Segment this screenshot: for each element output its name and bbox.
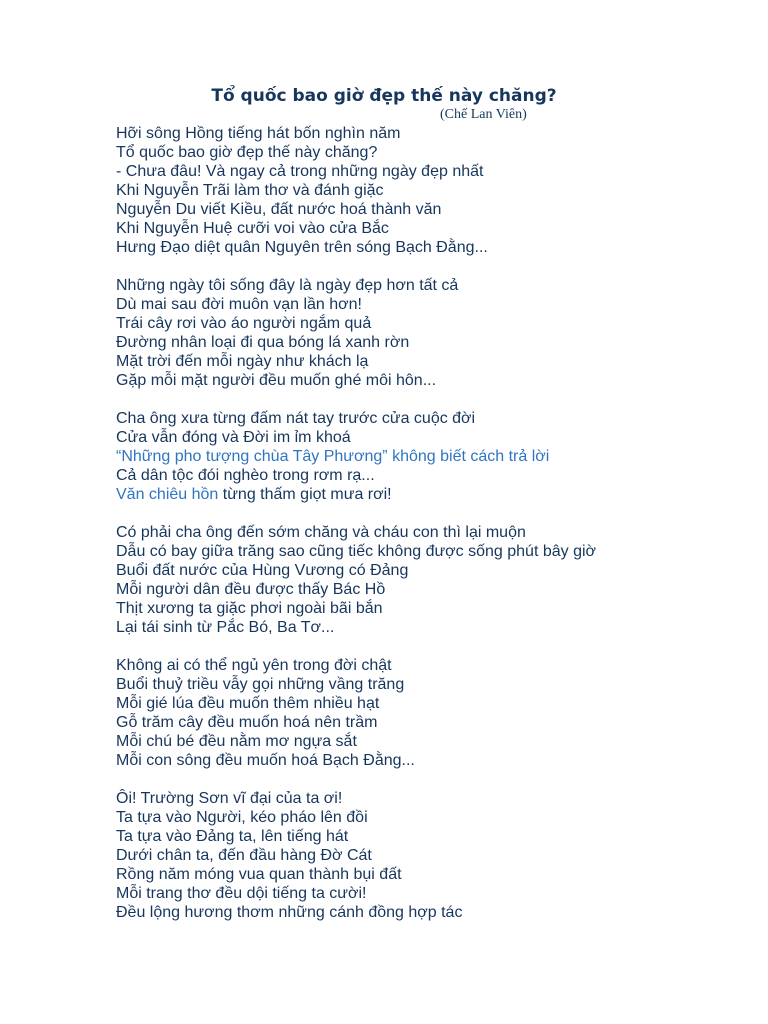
poem-line: Trái cây rơi vào áo người ngắm quả <box>116 315 372 332</box>
poem-line: Lại tái sinh từ Pắc Bó, Ba Tơ... <box>116 619 335 636</box>
poem-line: Thịt xương ta giặc phơi ngoài bãi bắn <box>116 600 383 617</box>
poem-line: Cha ông xưa từng đấm nát tay trước cửa cuộc đời <box>116 410 476 427</box>
poem-line: Khi Nguyễn Huệ cưỡi voi vào cửa Bắc <box>116 220 389 237</box>
poem-line: Cả dân tộc đói nghèo trong rơm rạ... <box>116 467 375 484</box>
stanza-5 <box>116 656 756 770</box>
poem-line: Đều lộng hương thơm những cánh đồng hợp tác <box>116 904 463 921</box>
poem-line: Khi Nguyễn Trãi làm thơ và đánh giặc <box>116 182 384 199</box>
poem-line: Dù mai sau đời muôn vạn lần hơn! <box>116 296 362 313</box>
poem-line: Mỗi chú bé đều nằm mơ ngựa sắt <box>116 733 357 750</box>
stanza-4 <box>116 523 756 637</box>
poem-line: Ta tựa vào Đảng ta, lên tiếng hát <box>116 828 349 845</box>
poem-line: Hưng Đạo diệt quân Nguyên trên sóng Bạch Đằng... <box>116 239 488 256</box>
poem-line: Mỗi gié lúa đều muốn thêm nhiều hạt <box>116 695 380 712</box>
poem-line: Gỗ trăm cây đều muốn hoá nên trầm <box>116 714 378 731</box>
poem-line: Dưới chân ta, đến đầu hàng Đờ Cát <box>116 847 372 864</box>
stanza-1 <box>116 124 756 257</box>
poem-author: (Chế Lan Viên) <box>440 107 527 122</box>
poem-line-mixed <box>116 485 756 504</box>
poem-line: Buổi đất nước của Hùng Vương có Đảng <box>116 562 409 579</box>
poem-line: Mỗi người dân đều được thấy Bác Hồ <box>116 581 386 598</box>
poem-title: Tổ quốc bao giờ đẹp thế này chăng? <box>211 86 557 106</box>
stanza-3 <box>116 409 756 504</box>
stanza-6 <box>116 789 756 922</box>
poem-line: Những ngày tôi sống đây là ngày đẹp hơn tất cả <box>116 277 459 294</box>
poem-line-rest: từng thấm giọt mưa rơi! <box>218 486 392 503</box>
poem-line: Buổi thuỷ triều vẫy gọi những vầng trăng <box>116 676 405 693</box>
poem-line: Mỗi trang thơ đều dội tiếng ta cười! <box>116 885 367 902</box>
poem-line: Cửa vẫn đóng và Đời im ỉm khoá <box>116 429 351 446</box>
poem-line: Hỡi sông Hồng tiếng hát bốn nghìn năm <box>116 125 401 142</box>
poem-line: - Chưa đâu! Và ngay cả trong những ngày đẹp nhất <box>116 163 484 180</box>
stanza-2 <box>116 276 756 390</box>
poem-line: Mỗi con sông đều muốn hoá Bạch Đằng... <box>116 752 415 769</box>
poem-line-link[interactable]: “Những pho tượng chùa Tây Phương” không biết cách trả lời <box>116 448 550 465</box>
poem-line: Ôi! Trường Sơn vĩ đại của ta ơi! <box>116 790 343 807</box>
poem-line: Có phải cha ông đến sớm chăng và cháu con thì lại muộn <box>116 524 526 541</box>
poem-line: Nguyễn Du viết Kiều, đất nước hoá thành văn <box>116 201 442 218</box>
poem-line: Đường nhân loại đi qua bóng lá xanh rờn <box>116 334 410 351</box>
poem-line: Ta tựa vào Người, kéo pháo lên đồi <box>116 809 368 826</box>
van-chieu-hon-link[interactable]: Văn chiêu hồn <box>116 486 219 503</box>
poem-line: Tổ quốc bao giờ đẹp thế này chăng? <box>116 144 378 161</box>
poem-line: Không ai có thể ngủ yên trong đời chật <box>116 657 392 674</box>
poem-line: Dẫu có bay giữa trăng sao cũng tiếc không được sống phút bây giờ <box>116 543 597 560</box>
poem-body <box>116 124 756 941</box>
poem-line: Rồng năm móng vua quan thành bụi đất <box>116 866 402 883</box>
poem-line: Mặt trời đến mỗi ngày như khách lạ <box>116 353 369 370</box>
poem-line: Gặp mỗi mặt người đều muốn ghé môi hôn... <box>116 372 437 389</box>
